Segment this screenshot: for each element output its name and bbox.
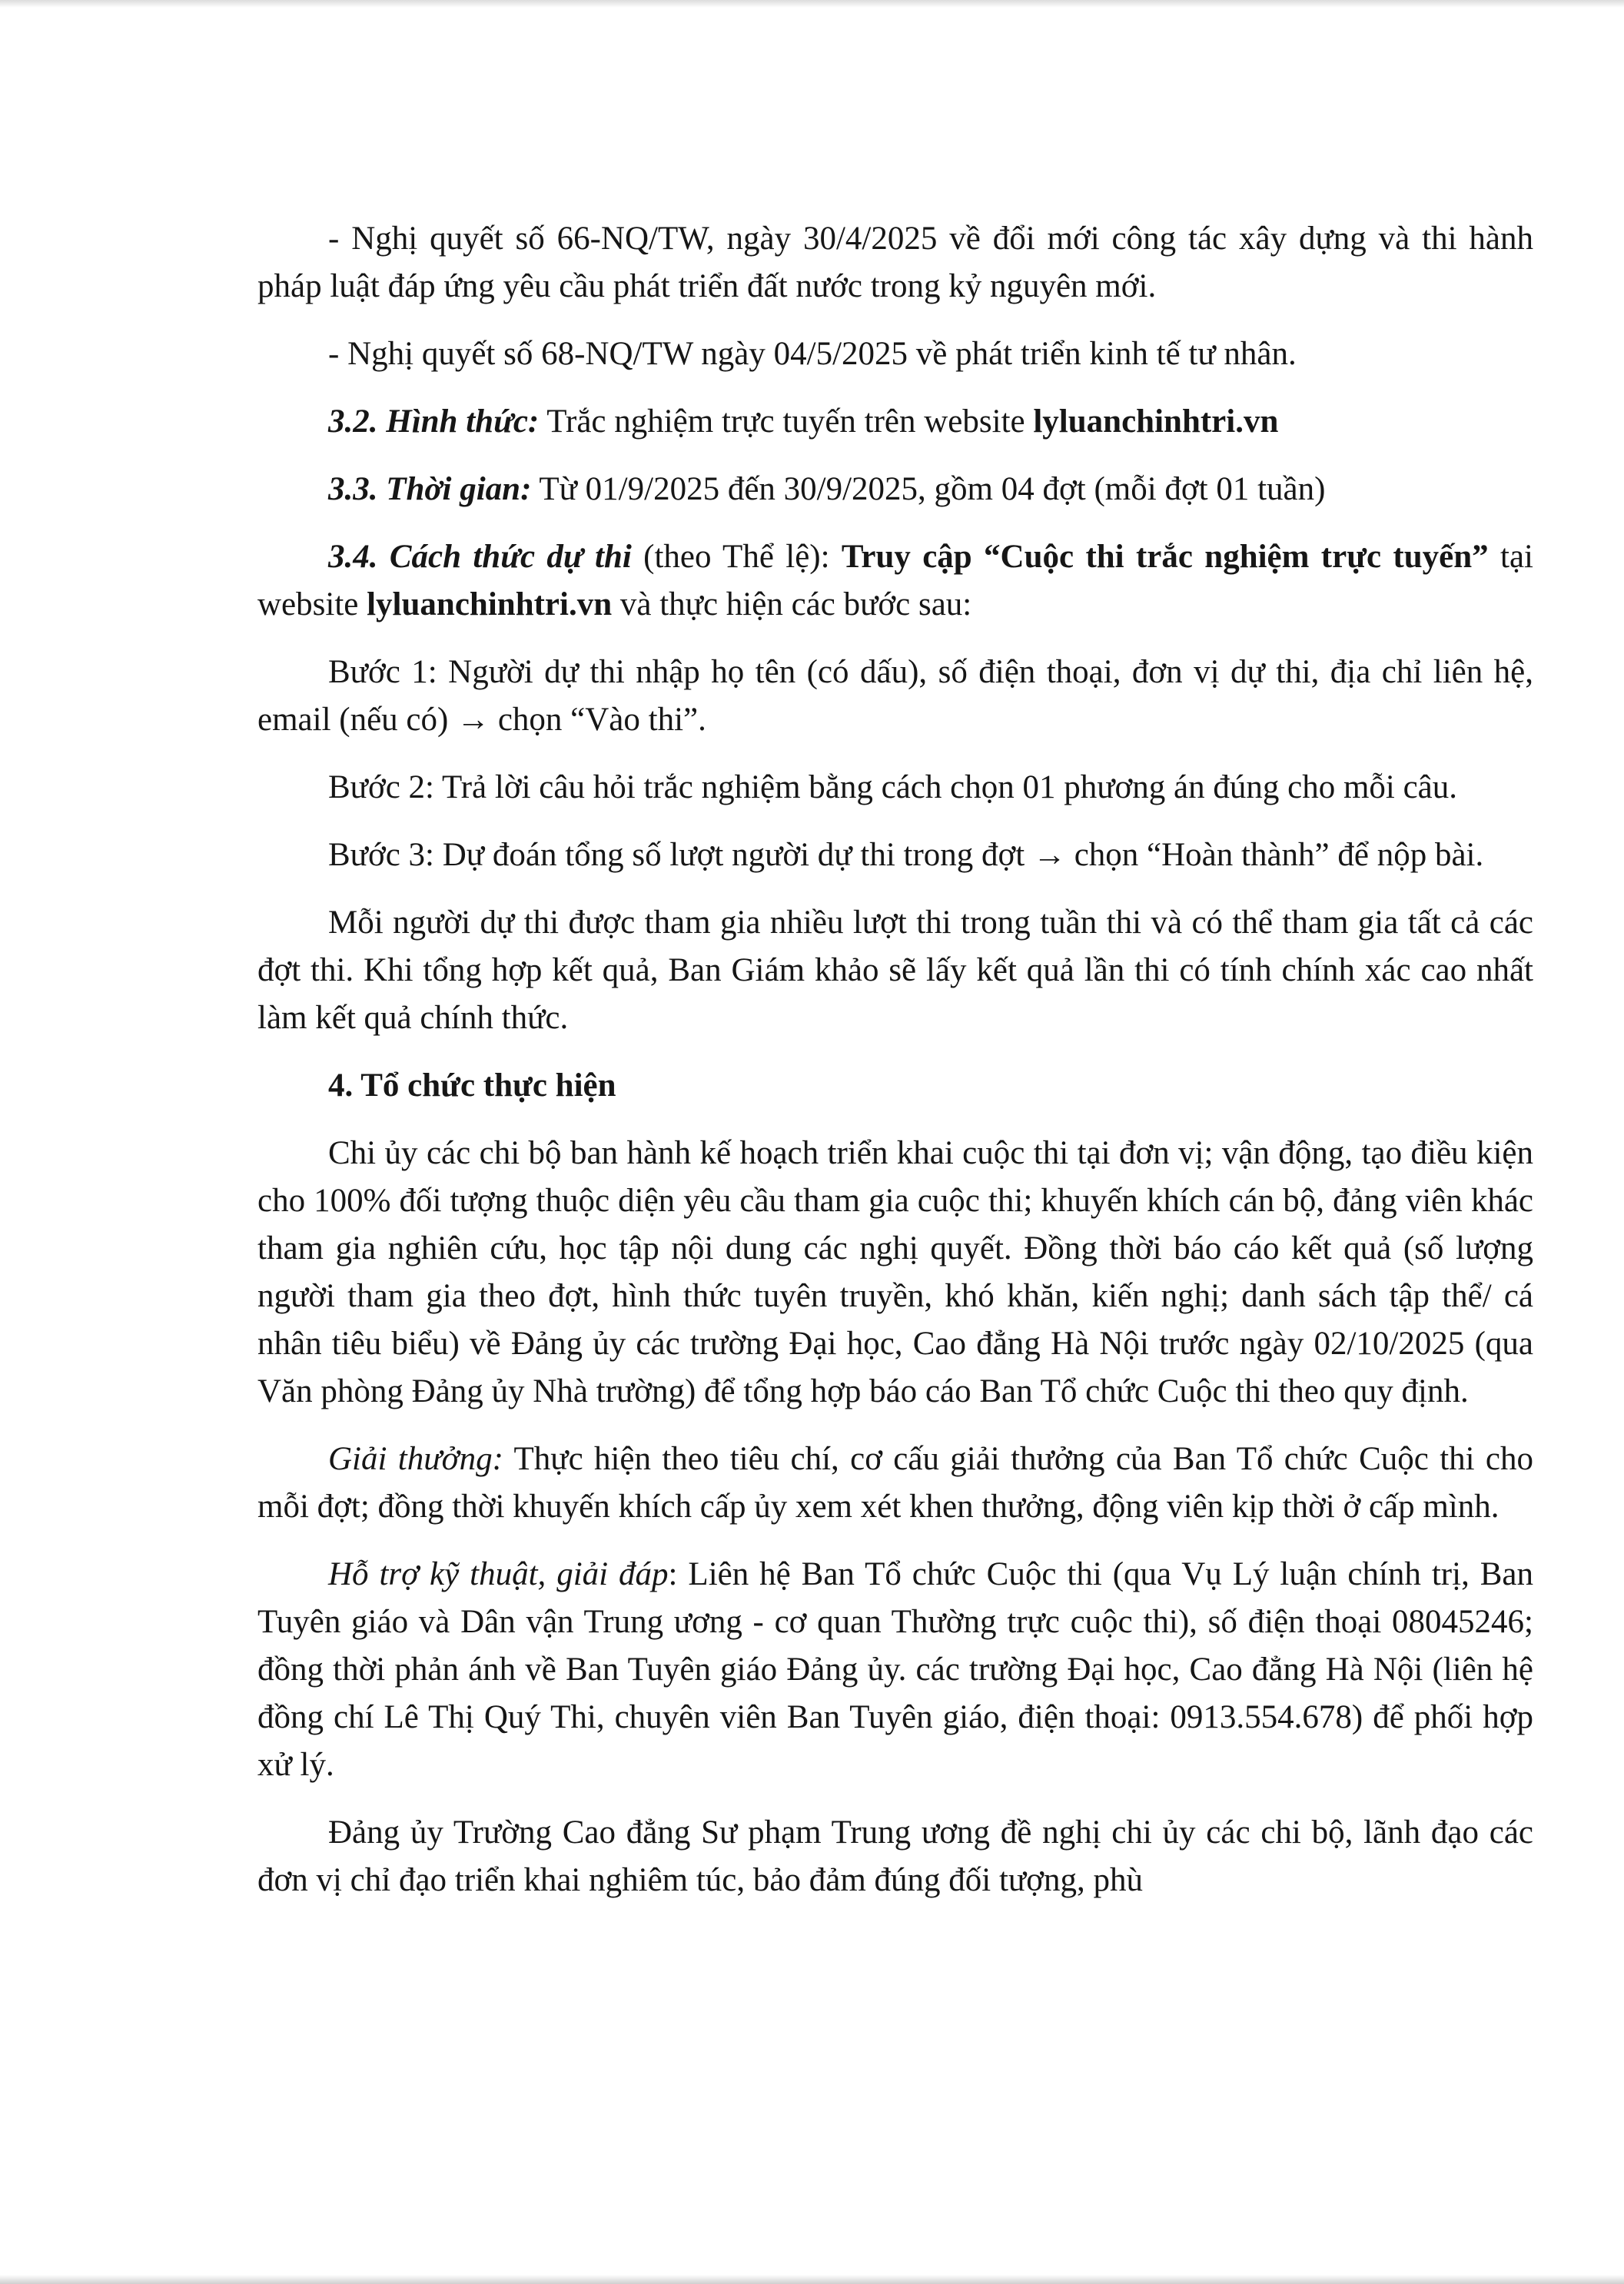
paragraph-step-2: Bước 2: Trả lời câu hỏi trắc nghiệm bằng cách chọn 01 phương án đúng cho mỗi câu.	[328, 769, 1458, 805]
how-to-bold: Truy cập “Cuộc thi trắc nghiệm trực tuyến”	[841, 539, 1489, 575]
paragraph-format	[257, 398, 1533, 446]
paragraph-organization: Chi ủy các chi bộ ban hành kế hoạch triển khai cuộc thi tại đơn vị; vận động, tạo điều kiện cho 100% đối tượng thuộc diện yêu cầu tham gia cuộc thi; khuyến khích cán bộ, đảng viên khác tham gia nghiên cứu, học tập nội dung các nghị quyết. Đồng thời báo cáo kết quả (số lượng người tham gia theo đợt, hình thức tuyên truyền, khó khăn, kiến nghị; danh sách tập thể/ cá nhân tiêu biểu) về Đảng ủy các trường Đại học, Cao đẳng Hà Nội trước ngày 02/10/2025 (qua Văn phòng Đảng ủy Nhà trường) để tổng hợp báo cáo Ban Tổ chức Cuộc thi theo quy định.	[257, 1135, 1533, 1409]
how-to-text-3: và thực hiện các bước sau:	[612, 586, 972, 622]
paragraph-technical-support	[257, 1551, 1533, 1789]
format-label: 3.2. Hình thức:	[328, 403, 540, 440]
how-to-text-2: tại website	[257, 539, 1533, 622]
paragraph-multiple-attempts: Mỗi người dự thi được tham gia nhiều lượt thi trong tuần thi và có thể tham gia tất cả các đợt thi. Khi tổng hợp kết quả, Ban Giám khảo sẽ lấy kết quả lần thi có tính chính xác cao nhất làm kết quả chính thức.	[257, 905, 1533, 1036]
prizes-label: Giải thưởng:	[328, 1441, 503, 1477]
paragraph-prizes	[257, 1436, 1533, 1531]
how-to-label: 3.4. Cách thức dự thi	[328, 539, 632, 575]
format-text: Trắc nghiệm trực tuyến trên website	[539, 403, 1034, 440]
paragraph-resolution-68: - Nghị quyết số 68-NQ/TW ngày 04/5/2025 về phát triển kinh tế tư nhân.	[328, 336, 1297, 372]
page-top-edge	[0, 0, 1624, 8]
paragraph-resolution-66: - Nghị quyết số 66-NQ/TW, ngày 30/4/2025 về đổi mới công tác xây dựng và thi hành pháp luật đáp ứng yêu cầu phát triển đất nước trong kỷ nguyên mới.	[257, 221, 1533, 304]
prizes-text: Thực hiện theo tiêu chí, cơ cấu giải thưởng của Ban Tổ chức Cuộc thi cho mỗi đợt; đồng thời khuyến khích cấp ủy xem xét khen thưởng, động viên kịp thời ở cấp mình.	[257, 1441, 1533, 1525]
time-text: Từ 01/9/2025 đến 30/9/2025, gồm 04 đợt (mỗi đợt 01 tuần)	[531, 471, 1326, 507]
paragraph-step-3: Bước 3: Dự đoán tổng số lượt người dự thi trong đợt → chọn “Hoàn thành” để nộp bài.	[328, 837, 1484, 873]
website-link[interactable]: lyluanchinhtri.vn	[1033, 403, 1279, 440]
support-label: Hỗ trợ kỹ thuật, giải đáp	[328, 1556, 669, 1592]
time-label: 3.3. Thời gian:	[328, 471, 532, 507]
support-text: : Liên hệ Ban Tổ chức Cuộc thi (qua Vụ Lý luận chính trị, Ban Tuyên giáo và Dân vận Trung ương - cơ quan Thường trực cuộc thi), số điện thoại 08045246; đồng thời phản ánh về Ban Tuyên giáo Đảng ủy. các trường Đại học, Cao đẳng Hà Nội (liên hệ đồng chí Lê Thị Quý Thi, chuyên viên Ban Tuyên giáo, điện thoại: 0913.554.678) để phối hợp xử lý.	[257, 1556, 1534, 1783]
section-heading-4: 4. Tổ chức thực hiện	[328, 1067, 616, 1104]
paragraph-how-to-participate	[257, 533, 1533, 629]
paragraph-step-1: Bước 1: Người dự thi nhập họ tên (có dấu), số điện thoại, đơn vị dự thi, địa chỉ liên hệ, email (nếu có) → chọn “Vào thi”.	[257, 654, 1533, 738]
how-to-text-1: (theo Thể lệ):	[631, 539, 842, 575]
page-bottom-edge	[0, 2275, 1624, 2284]
website-link-2[interactable]: lyluanchinhtri.vn	[367, 586, 613, 622]
paragraph-time	[257, 466, 1533, 513]
paragraph-closing-request: Đảng ủy Trường Cao đẳng Sư phạm Trung ương đề nghị chi ủy các chi bộ, lãnh đạo các đơn vị chỉ đạo triển khai nghiêm túc, bảo đảm đúng đối tượng, phù	[257, 1814, 1533, 1898]
document-body	[257, 215, 1533, 1924]
